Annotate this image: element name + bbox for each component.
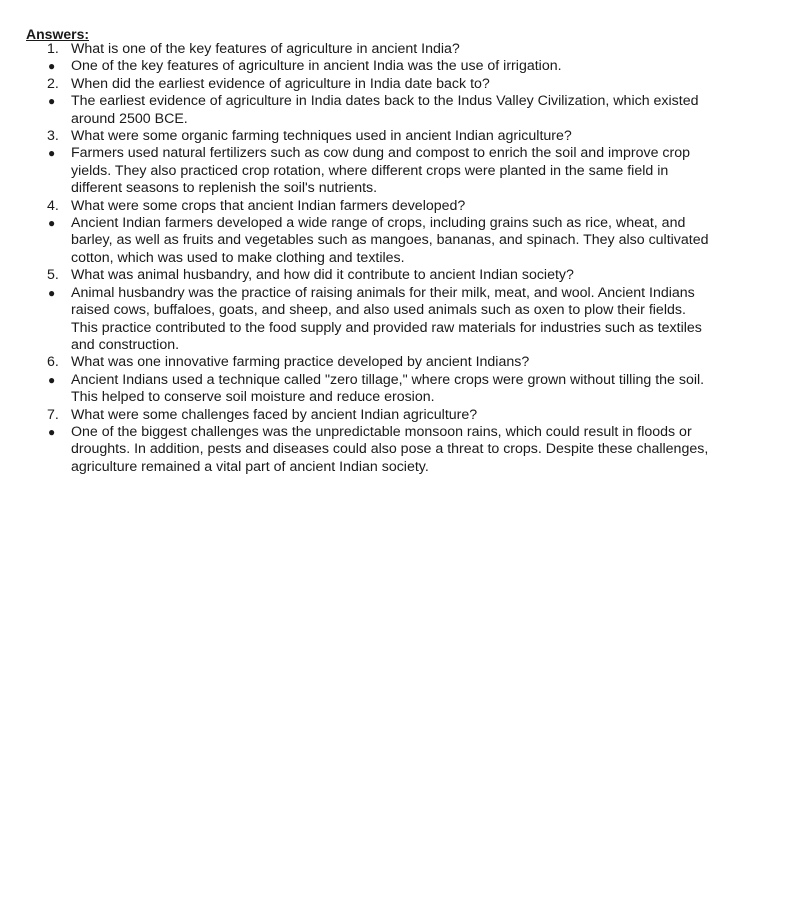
- question-1: [0, 41, 711, 58]
- question-4: [0, 198, 711, 215]
- bullet-icon: ●: [48, 146, 56, 161]
- question-3: [0, 128, 711, 145]
- question-number: 2.: [47, 75, 59, 92]
- bullet-icon: ●: [48, 216, 56, 231]
- question-number: 4.: [47, 197, 59, 214]
- bullet-icon: ●: [48, 424, 56, 439]
- question-number: 1.: [47, 41, 59, 57]
- answer-text: Animal husbandry was the practice of raising animals for their milk, meat, and wool. Ancient Indians raised cows, buffaloes, goats, and sheep, and also used animals such as oxen to plow their fields. This practice contributed to the food supply and provided raw materials for industries such as textiles and construction.: [71, 284, 702, 353]
- question-text: What is one of the key features of agriculture in ancient India?: [71, 41, 460, 57]
- question-6: [0, 354, 711, 371]
- question-text: What were some crops that ancient Indian farmers developed?: [71, 197, 466, 214]
- answer-3: [0, 145, 711, 197]
- answers-heading: Answers:: [26, 26, 90, 42]
- question-number: 3.: [47, 128, 59, 145]
- question-5: [0, 267, 711, 284]
- bullet-icon: ●: [48, 372, 56, 387]
- bullet-icon: ●: [48, 59, 56, 74]
- answer-7: [0, 424, 711, 476]
- answer-1: [0, 58, 711, 75]
- bullet-icon: ●: [48, 285, 56, 300]
- qa-list: [0, 41, 808, 476]
- question-text: What were some challenges faced by ancient Indian agriculture?: [71, 406, 478, 423]
- answer-2: [0, 93, 711, 128]
- question-number: 5.: [47, 267, 59, 284]
- answer-text: Ancient Indians used a technique called "zero tillage," where crops were grown without tilling the soil. This helped to conserve soil moisture and reduce erosion.: [71, 371, 705, 406]
- question-text: What were some organic farming techniques used in ancient Indian agriculture?: [71, 128, 572, 145]
- question-number: 7.: [47, 406, 59, 423]
- question-number: 6.: [47, 354, 59, 371]
- question-text: What was one innovative farming practice developed by ancient Indians?: [71, 354, 530, 371]
- answer-6: [0, 372, 711, 407]
- answer-text: The earliest evidence of agriculture in India dates back to the Indus Valley Civilization, which existed around 2500 BCE.: [71, 93, 699, 127]
- answer-4: [0, 215, 711, 267]
- answer-text: One of the key features of agriculture in ancient India was the use of irrigation.: [71, 58, 562, 75]
- answer-5: [0, 285, 711, 355]
- question-7: [0, 407, 711, 424]
- answer-text: Ancient Indian farmers developed a wide range of crops, including grains such as rice, wheat, and barley, as well as fruits and vegetables such as mangoes, bananas, and spinach. They also cultivated cotton, which was used to make clothing and textiles.: [71, 215, 709, 266]
- question-2: [0, 76, 711, 93]
- question-text: What was animal husbandry, and how did it contribute to ancient Indian society?: [71, 267, 574, 284]
- answer-text: Farmers used natural fertilizers such as cow dung and compost to enrich the soil and improve crop yields. They also practiced crop rotation, where different crops were planted in the same field in different seasons to replenish the soil's nutrients.: [71, 145, 691, 197]
- question-text: When did the earliest evidence of agriculture in India date back to?: [71, 75, 490, 92]
- bullet-icon: ●: [48, 94, 56, 109]
- answer-text: One of the biggest challenges was the unpredictable monsoon rains, which could result in floods or droughts. In addition, pests and diseases could also pose a threat to crops. Despite these challenges, agriculture remained a vital part of ancient Indian society.: [71, 423, 709, 475]
